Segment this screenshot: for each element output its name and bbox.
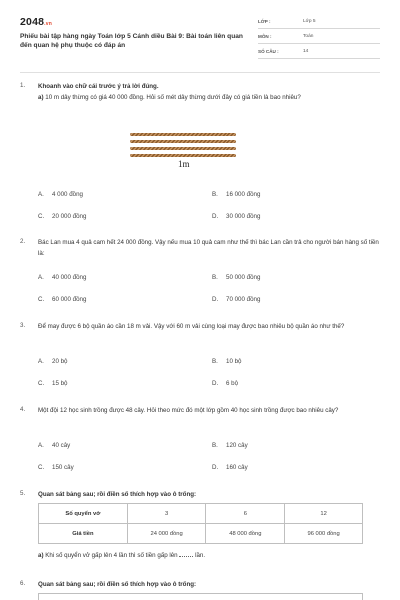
sub-text-end: lần. — [193, 552, 206, 559]
rope-length-label: 1m — [178, 159, 190, 169]
worksheet-header — [20, 14, 380, 64]
question-6 — [20, 580, 380, 600]
question-sub — [38, 551, 380, 561]
option-letter: C. — [38, 380, 45, 387]
option-a[interactable] — [38, 358, 67, 365]
logo-tld: .vn — [44, 21, 52, 27]
option-d[interactable] — [212, 380, 238, 387]
rope-strand — [130, 154, 236, 157]
option-c[interactable] — [38, 213, 86, 220]
question-number: 6. — [20, 580, 26, 587]
table-cell: 96 000 đồng — [285, 524, 363, 544]
meta-value: Lớp 5 — [303, 19, 316, 24]
rope-strand — [130, 133, 236, 136]
option-text: 6 bộ — [226, 380, 239, 387]
meta-value: 14 — [303, 49, 309, 54]
option-text: 30 000 đồng — [226, 213, 261, 220]
option-letter: D. — [212, 213, 219, 220]
question-text: Để may được 6 bộ quần áo cần 18 m vải. Vậy với 60 m vải cùng loại may được bao nhiêu bộ quần áo như thế? — [38, 323, 345, 330]
table-cell: 24 000 đồng — [127, 524, 206, 544]
question-number: 4. — [20, 406, 26, 413]
table-cell: Số quyển vở — [39, 504, 128, 524]
table-cell: Giá tiền — [39, 524, 128, 544]
question-number: 1. — [20, 82, 26, 89]
option-letter: A. — [38, 358, 44, 365]
option-text: 16 000 đồng — [226, 191, 261, 198]
table-cell: 12 — [285, 504, 363, 524]
meta-label: MÔN : — [258, 34, 272, 39]
option-letter: D. — [212, 380, 219, 387]
option-text: 40 000 đồng — [52, 274, 87, 281]
option-letter: C. — [38, 213, 45, 220]
meta-label: SỐ CÂU : — [258, 49, 279, 54]
rope-figure — [130, 133, 270, 167]
option-letter: A. — [38, 274, 44, 281]
option-letter: C. — [38, 464, 45, 471]
option-text: 120 cây — [226, 442, 248, 449]
question-text: Bác Lan mua 4 quả cam hết 24 000 đồng. Vậy nếu mua 10 quả cam như thế thì bác Lan cần trả cho người bán hàng số tiền là: — [38, 239, 379, 257]
option-letter: B. — [212, 358, 218, 365]
site-logo[interactable] — [20, 16, 52, 28]
header-divider — [20, 72, 380, 73]
option-text: 10 bộ — [226, 358, 242, 365]
table-cell: 3 — [127, 504, 206, 524]
option-d[interactable] — [212, 213, 260, 220]
rope-strand — [130, 140, 236, 143]
option-c[interactable] — [38, 296, 86, 303]
answer-blank[interactable] — [179, 551, 193, 557]
option-b[interactable] — [212, 358, 241, 365]
question-number: 5. — [20, 490, 26, 497]
option-letter: D. — [212, 464, 219, 471]
meta-row-class — [258, 14, 380, 29]
question-text: Khoanh vào chữ cái trước ý trả lời đúng. — [38, 83, 159, 90]
question-number: 2. — [20, 238, 26, 245]
question-sub — [38, 93, 380, 103]
option-a[interactable] — [38, 274, 86, 281]
option-letter: D. — [212, 296, 219, 303]
option-text: 15 bộ — [52, 380, 68, 387]
option-letter: B. — [212, 274, 218, 281]
option-text: 20 bộ — [52, 358, 68, 365]
worksheet-title: Phiếu bài tập hàng ngày Toán lớp 5 Cánh diều Bài 9: Bài toán liên quan đến quan hệ phụ thuộc có đáp án — [20, 33, 243, 49]
option-letter: B. — [212, 191, 218, 198]
question-text: Quan sát bảng sau; rồi điền số thích hợp vào ô trống: — [38, 581, 197, 588]
option-b[interactable] — [212, 191, 260, 198]
table-row — [39, 504, 363, 524]
question-number: 3. — [20, 322, 26, 329]
sub-text: Khi số quyển vở gấp lên 4 lần thì số tiền gấp lên — [45, 552, 180, 559]
option-text: 150 cây — [52, 464, 74, 471]
option-c[interactable] — [38, 464, 74, 471]
option-text: 50 000 đồng — [226, 274, 261, 281]
meta-label: LỚP : — [258, 19, 271, 24]
option-letter: B. — [212, 442, 218, 449]
option-letter: A. — [38, 191, 44, 198]
option-d[interactable] — [212, 464, 248, 471]
rope-strand — [130, 147, 236, 150]
meta-value: Toán — [303, 34, 314, 39]
sub-label: a) — [38, 552, 44, 559]
logo-main: 2048 — [20, 16, 45, 28]
data-table-partial — [38, 593, 363, 600]
question-2 — [20, 238, 380, 308]
meta-row-count — [258, 44, 380, 59]
option-text: 160 cây — [226, 464, 248, 471]
question-5 — [20, 490, 380, 570]
option-a[interactable] — [38, 442, 70, 449]
option-letter: A. — [38, 442, 44, 449]
question-4 — [20, 406, 380, 476]
data-table — [38, 503, 363, 544]
option-text: 20 000 đồng — [52, 213, 87, 220]
meta-row-subject — [258, 29, 380, 44]
sub-label: a) — [38, 94, 44, 101]
option-a[interactable] — [38, 191, 83, 198]
option-text: 4 000 đồng — [52, 191, 83, 198]
table-cell: 6 — [206, 504, 285, 524]
option-letter: C. — [38, 296, 45, 303]
option-b[interactable] — [212, 274, 260, 281]
question-3 — [20, 322, 380, 392]
option-c[interactable] — [38, 380, 67, 387]
option-text: 40 cây — [52, 442, 71, 449]
option-text: 60 000 đồng — [52, 296, 87, 303]
question-text: Một đội 12 học sinh trồng được 48 cây. Hỏi theo mức đó một lớp gồm 40 học sinh trồng được bao nhiêu cây? — [38, 407, 339, 414]
sub-text: 10 m dây thừng có giá 40 000 đồng. Hỏi số mét dây thừng dưới đây có giá tiền là bao nhiêu? — [45, 94, 301, 101]
option-b[interactable] — [212, 442, 248, 449]
option-d[interactable] — [212, 296, 260, 303]
table-cell: 48 000 đồng — [206, 524, 285, 544]
table-row — [39, 524, 363, 544]
question-text: Quan sát bảng sau; rồi điền số thích hợp vào ô trống: — [38, 491, 197, 498]
option-text: 70 000 đồng — [226, 296, 261, 303]
worksheet-meta — [258, 14, 380, 59]
